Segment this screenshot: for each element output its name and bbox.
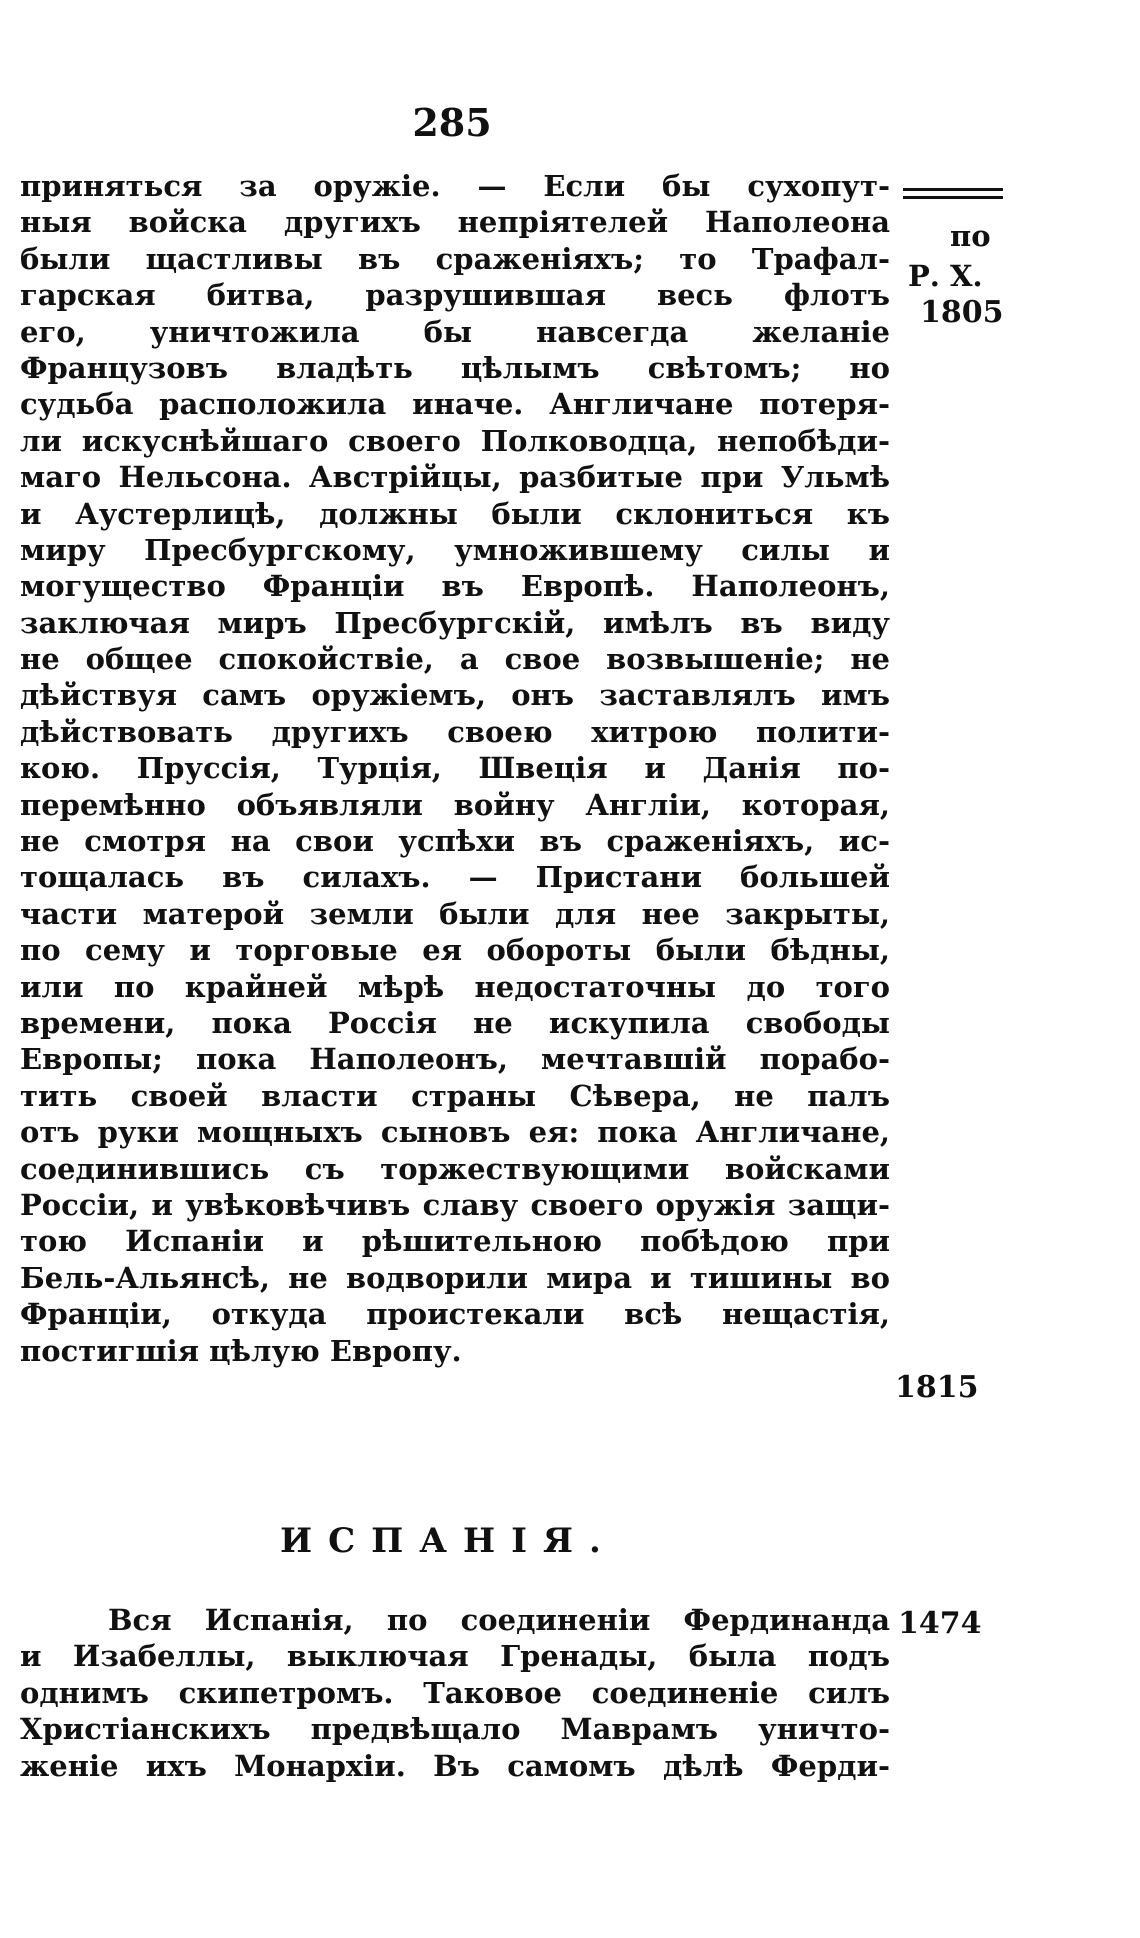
- margin-year-1474: 1474: [898, 1606, 982, 1641]
- text-line: маго Нельсона. Австрійцы, разбитые при Ульмѣ: [20, 460, 890, 495]
- text-line: Бель-Альянсѣ, не водворили мира и тишины во: [20, 1260, 890, 1295]
- text-line: ныя войска другихъ непріятелей Наполеона: [20, 205, 890, 240]
- text-line: судьба расположила иначе. Англичане потеря-: [20, 387, 890, 422]
- text-line: тою Испаніи и рѣшительною побѣдою при: [20, 1224, 890, 1259]
- text-line: не смотря на свои успѣхи въ сраженіяхъ, ис-: [20, 824, 890, 859]
- body-text: [20, 168, 890, 1369]
- section-title: ИСПАНІЯ.: [280, 1521, 617, 1561]
- text-line: были щастливы въ сраженіяхъ; то Трафал-: [20, 241, 890, 276]
- text-line: и Аустерлицѣ, должны были склониться къ: [20, 496, 890, 531]
- text-line: дѣйствовать другихъ своею хитрою полити-: [20, 714, 890, 749]
- text-line: Франціи, откуда проистекали всѣ нещастія,: [20, 1297, 890, 1332]
- text-line-last: постигшія цѣлую Европу.: [20, 1333, 462, 1368]
- text-line: Французовъ владѣть цѣлымъ свѣтомъ; но: [20, 350, 890, 385]
- text-line: или по крайней мѣрѣ недостаточны до того: [20, 969, 890, 1004]
- text-line: кою. Пруссія, Турція, Швеція и Данія по-: [20, 751, 890, 786]
- text-line: миру Пресбургскому, умножившему силы и: [20, 532, 890, 567]
- text-line: по сему и торговые ея обороты были бѣдны,: [20, 933, 890, 968]
- section-text: [20, 1602, 890, 1784]
- margin-rule-top: [903, 188, 1003, 191]
- margin-rule-bottom: [903, 196, 1003, 199]
- text-line: тить своей власти страны Сѣвера, не палъ: [20, 1078, 890, 1113]
- text-line: приняться за оружіе. — Если бы сухопут-: [20, 169, 890, 203]
- text-line: не общее спокойствіе, а свое возвышеніе; не: [20, 642, 890, 677]
- section-line: однимъ скипетромъ. Таковое соединеніе силъ: [20, 1675, 890, 1710]
- text-line: Россіи, и увѣковѣчивъ славу своего оружія защи-: [20, 1187, 890, 1222]
- margin-year-1805: 1805: [920, 295, 1004, 330]
- text-line: дѣйствуя самъ оружіемъ, онъ заставлялъ имъ: [20, 678, 890, 713]
- text-line: могущество Франціи въ Европѣ. Наполеонъ,: [20, 569, 890, 604]
- margin-note-rx: Р. Х.: [908, 259, 983, 293]
- text-line: отъ руки мощныхъ сыновъ ея: пока Англичане,: [20, 1115, 890, 1150]
- text-line: его, уничтожила бы навсегда желаніе: [20, 314, 890, 349]
- section-line: женіе ихъ Монархіи. Въ самомъ дѣлѣ Ферди-: [20, 1748, 890, 1783]
- text-line: Европы; пока Наполеонъ, мечтавшій порабо-: [20, 1042, 890, 1077]
- text-line: перемѣнно объявляли войну Англіи, которая,: [20, 787, 890, 822]
- text-line: ли искуснѣйшаго своего Полководца, непобѣди-: [20, 423, 890, 458]
- margin-year-1815: 1815: [895, 1370, 979, 1405]
- text-line: соединившись съ торжествующими войсками: [20, 1151, 890, 1186]
- text-line: времени, пока Россія не искупила свободы: [20, 1005, 890, 1040]
- text-line: тощалась въ силахъ. — Пристани большей: [20, 860, 890, 895]
- section-line: и Изабеллы, выключая Гренады, была подъ: [20, 1639, 890, 1674]
- margin-note-po: по: [950, 219, 991, 253]
- section-line: Вся Испанія, по соединеніи Фердинанда: [108, 1603, 890, 1637]
- text-line: заключая миръ Пресбургскій, имѣлъ въ виду: [20, 605, 890, 640]
- page-number: 285: [412, 100, 492, 145]
- text-line: части матерой земли были для нее закрыты,: [20, 896, 890, 931]
- section-line: Христіанскихъ предвѣщало Маврамъ уничто-: [20, 1712, 890, 1747]
- text-line: гарская битва, разрушившая весь флотъ: [20, 278, 890, 313]
